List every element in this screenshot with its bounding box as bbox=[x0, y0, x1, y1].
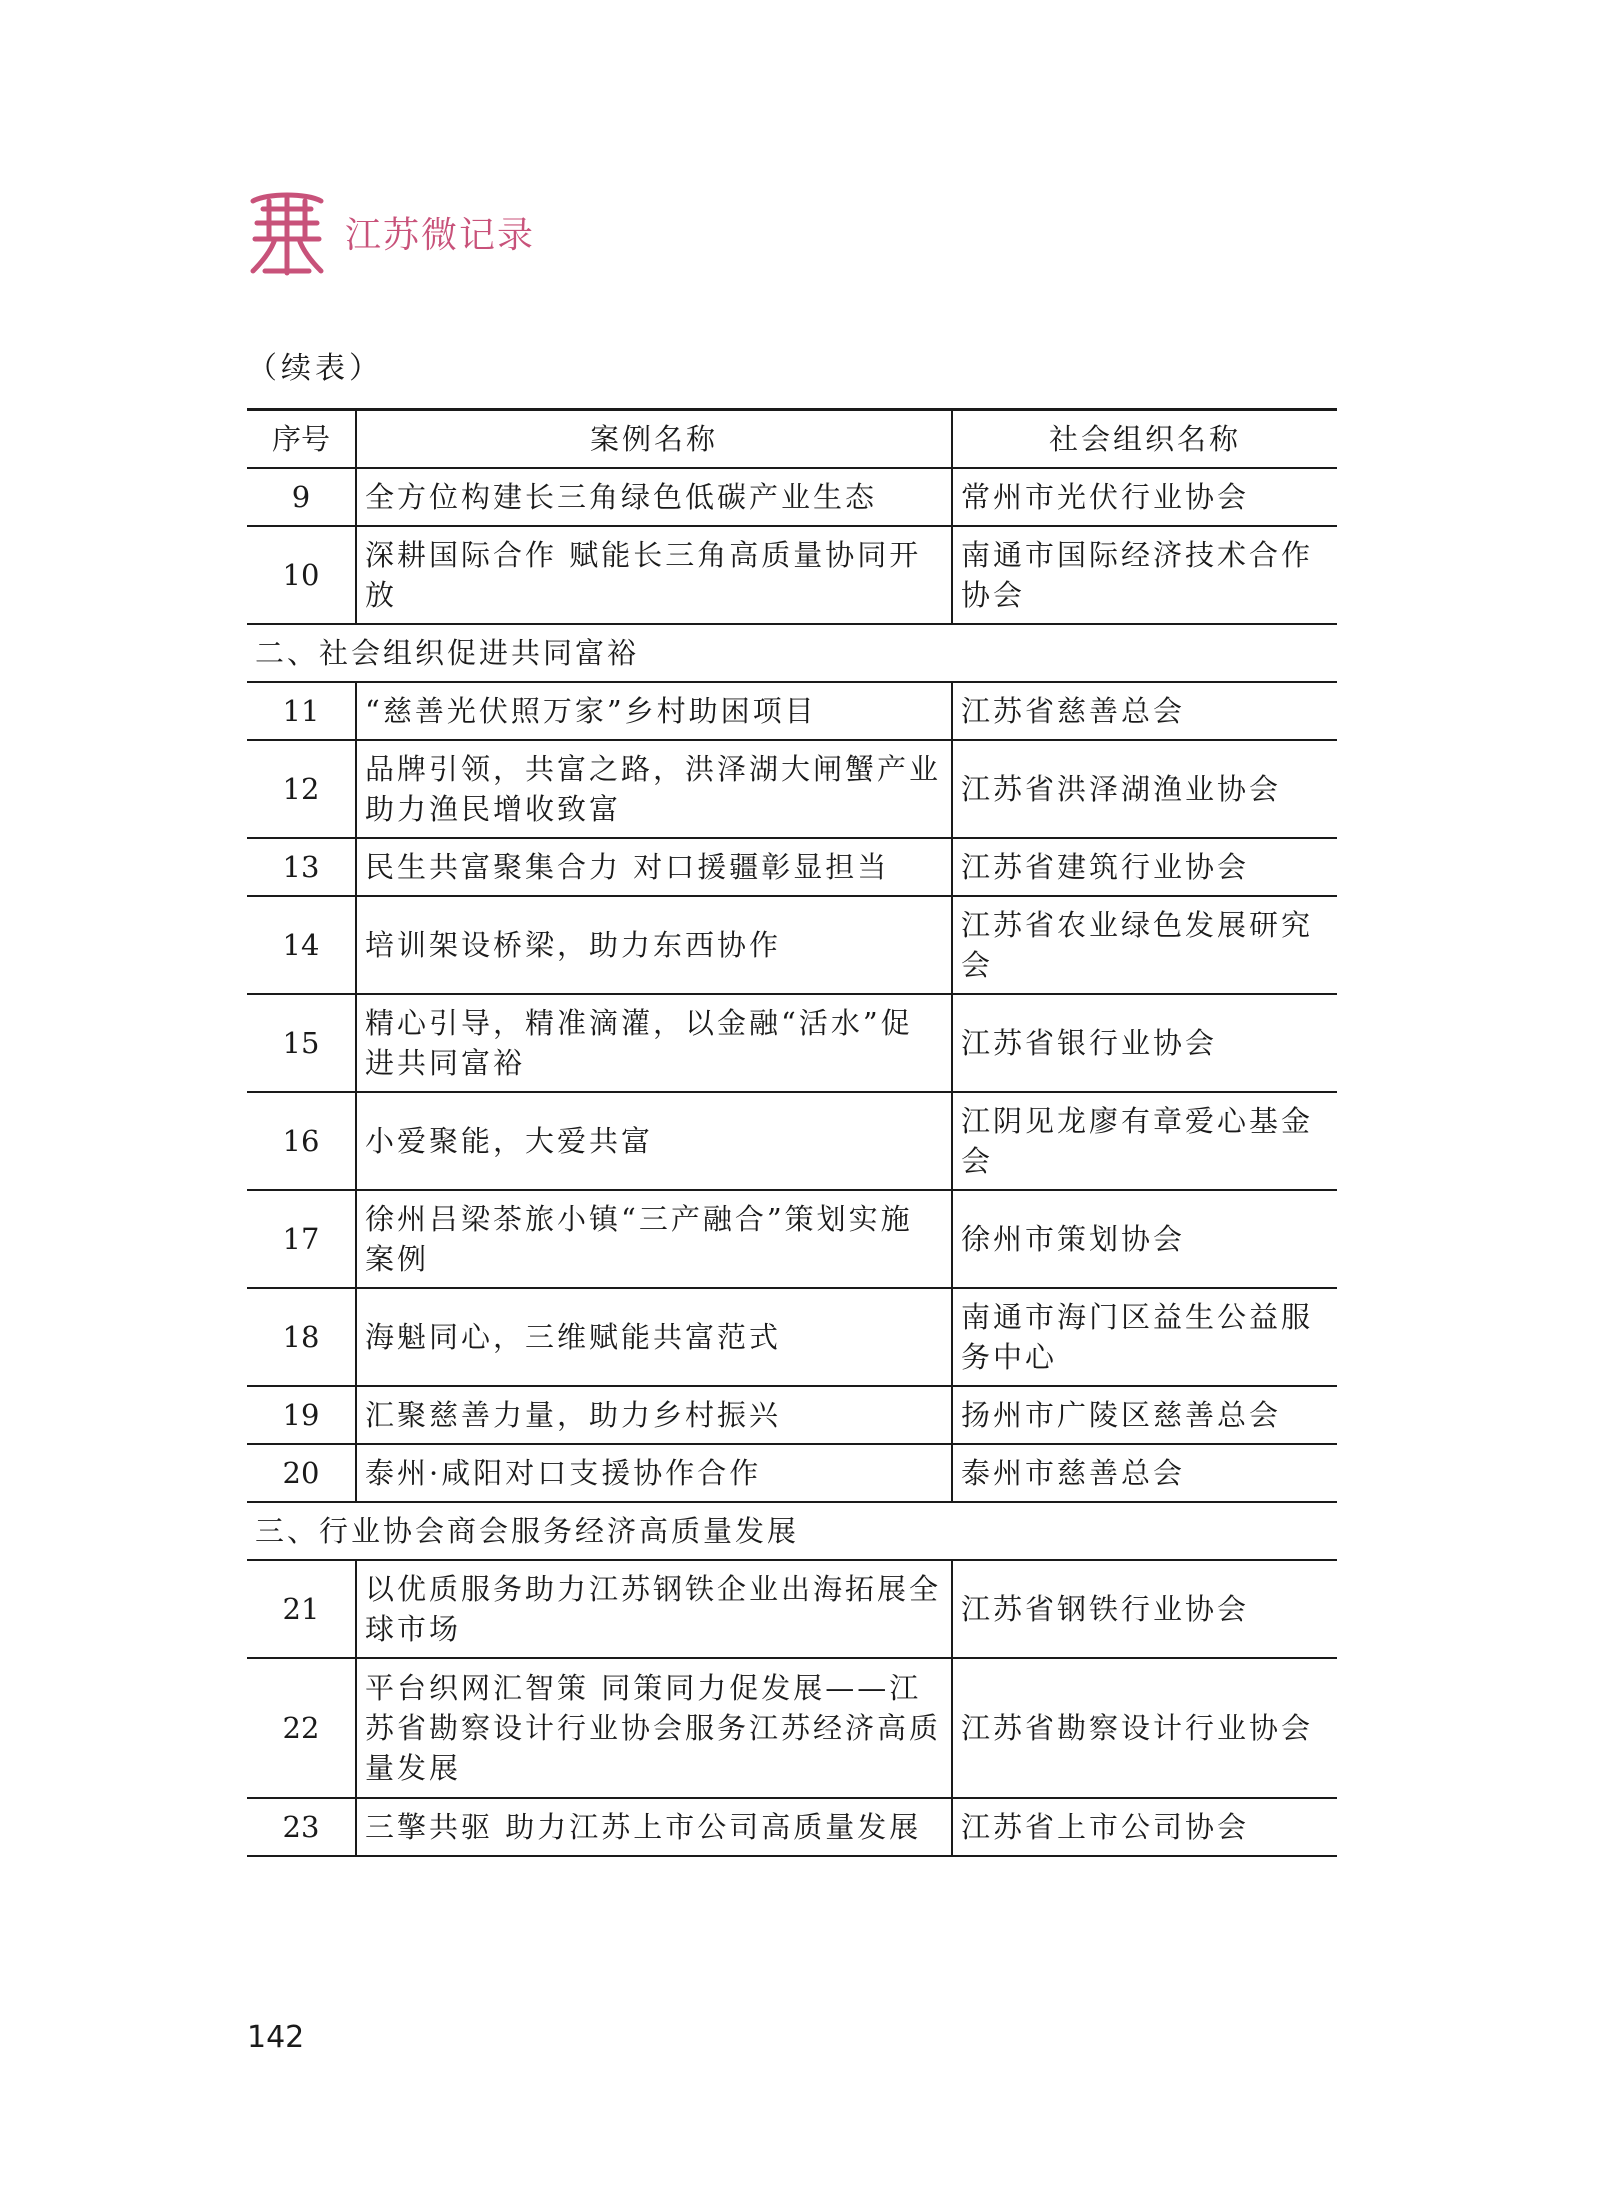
row-seq-cell: 16 bbox=[247, 1092, 356, 1190]
row-org-name-cell: 扬州市广陵区慈善总会 bbox=[961, 1397, 1282, 1432]
section-title: 二、社会组织促进共同富裕 bbox=[255, 635, 640, 670]
row-org-name-cell: 江苏省慈善总会 bbox=[961, 693, 1186, 728]
table-section-row bbox=[247, 1502, 1337, 1560]
row-case-name-cell: 泰州·咸阳对口支援协作合作 bbox=[356, 1444, 952, 1502]
row-org-name-cell: 徐州市策划协会 bbox=[961, 1221, 1186, 1256]
table-row bbox=[247, 1798, 1337, 1856]
table-row bbox=[247, 1092, 1337, 1190]
row-case-name-cell: 小爱聚能，大爱共富 bbox=[356, 1092, 952, 1190]
row-seq-cell: 11 bbox=[247, 682, 356, 740]
row-seq-cell: 12 bbox=[247, 740, 356, 838]
table-row bbox=[247, 1658, 1337, 1798]
row-seq-cell: 14 bbox=[247, 896, 356, 994]
row-seq-cell: 22 bbox=[247, 1658, 356, 1798]
row-org-name-cell: 泰州市慈善总会 bbox=[961, 1455, 1186, 1490]
column-header-org-name: 社会组织名称 bbox=[952, 410, 1337, 468]
page-header bbox=[247, 187, 535, 277]
row-case-name-cell: 精心引导，精准滴灌，以金融“活水”促进共同富裕 bbox=[356, 994, 952, 1092]
table-row bbox=[247, 1288, 1337, 1386]
row-case-name-cell: 汇聚慈善力量，助力乡村振兴 bbox=[356, 1386, 952, 1444]
table-row bbox=[247, 526, 1337, 624]
row-case-name-cell: 民生共富聚集合力 对口援疆彰显担当 bbox=[356, 838, 952, 896]
row-org-name-cell: 江苏省洪泽湖渔业协会 bbox=[961, 771, 1282, 806]
table-row bbox=[247, 1560, 1337, 1658]
column-header-seq: 序号 bbox=[247, 410, 356, 468]
row-org-name-cell: 江苏省银行业协会 bbox=[961, 1025, 1218, 1060]
table-header-row bbox=[247, 410, 1337, 468]
row-org-name-cell: 江阴见龙廖有章爱心基金会 bbox=[961, 1103, 1314, 1178]
row-case-name-cell: 品牌引领，共富之路，洪泽湖大闸蟹产业助力渔民增收致富 bbox=[356, 740, 952, 838]
row-case-name-cell: 徐州吕梁茶旅小镇“三产融合”策划实施案例 bbox=[356, 1190, 952, 1288]
table-row bbox=[247, 740, 1337, 838]
row-seq-cell: 21 bbox=[247, 1560, 356, 1658]
row-org-name-cell: 江苏省建筑行业协会 bbox=[961, 849, 1250, 884]
page-number: 142 bbox=[247, 2020, 305, 2055]
table-row bbox=[247, 896, 1337, 994]
table-row bbox=[247, 468, 1337, 526]
row-org-name-cell: 江苏省钢铁行业协会 bbox=[961, 1591, 1250, 1626]
row-case-name-cell: 全方位构建长三角绿色低碳产业生态 bbox=[356, 468, 952, 526]
row-org-name-cell: 南通市海门区益生公益服务中心 bbox=[961, 1299, 1314, 1374]
table-row bbox=[247, 1386, 1337, 1444]
table-row bbox=[247, 1190, 1337, 1288]
row-case-name-cell: “慈善光伏照万家”乡村助困项目 bbox=[356, 682, 952, 740]
table-row bbox=[247, 682, 1337, 740]
column-header-case-name: 案例名称 bbox=[356, 410, 952, 468]
section-title: 三、行业协会商会服务经济高质量发展 bbox=[255, 1513, 800, 1548]
row-seq-cell: 13 bbox=[247, 838, 356, 896]
row-org-name-cell: 江苏省农业绿色发展研究会 bbox=[961, 907, 1314, 982]
row-seq-cell: 19 bbox=[247, 1386, 356, 1444]
row-org-name-cell: 南通市国际经济技术合作协会 bbox=[961, 537, 1314, 612]
brand-title: 江苏微记录 bbox=[345, 214, 536, 256]
continued-table-label: （续表） bbox=[247, 351, 383, 386]
row-case-name-cell: 培训架设桥梁，助力东西协作 bbox=[356, 896, 952, 994]
table-section-row bbox=[247, 624, 1337, 682]
row-seq-cell: 18 bbox=[247, 1288, 356, 1386]
cases-table bbox=[247, 408, 1337, 1857]
row-seq-cell: 9 bbox=[247, 468, 356, 526]
row-case-name-cell: 平台织网汇智策 同策同力促发展——江苏省勘察设计行业协会服务江苏经济高质量发展 bbox=[356, 1658, 952, 1798]
row-case-name-cell: 海魁同心，三维赋能共富范式 bbox=[356, 1288, 952, 1386]
ornamental-logo-icon bbox=[247, 187, 327, 277]
row-org-name-cell: 常州市光伏行业协会 bbox=[961, 479, 1250, 514]
row-case-name-cell: 以优质服务助力江苏钢铁企业出海拓展全球市场 bbox=[356, 1560, 952, 1658]
row-org-name-cell: 江苏省勘察设计行业协会 bbox=[961, 1710, 1314, 1745]
row-seq-cell: 20 bbox=[247, 1444, 356, 1502]
table-row bbox=[247, 1444, 1337, 1502]
table-row bbox=[247, 838, 1337, 896]
table-row bbox=[247, 994, 1337, 1092]
row-seq-cell: 23 bbox=[247, 1798, 356, 1856]
row-seq-cell: 10 bbox=[247, 526, 356, 624]
row-seq-cell: 17 bbox=[247, 1190, 356, 1288]
row-seq-cell: 15 bbox=[247, 994, 356, 1092]
row-case-name-cell: 深耕国际合作 赋能长三角高质量协同开放 bbox=[356, 526, 952, 624]
row-case-name-cell: 三擎共驱 助力江苏上市公司高质量发展 bbox=[356, 1798, 952, 1856]
row-org-name-cell: 江苏省上市公司协会 bbox=[961, 1809, 1250, 1844]
